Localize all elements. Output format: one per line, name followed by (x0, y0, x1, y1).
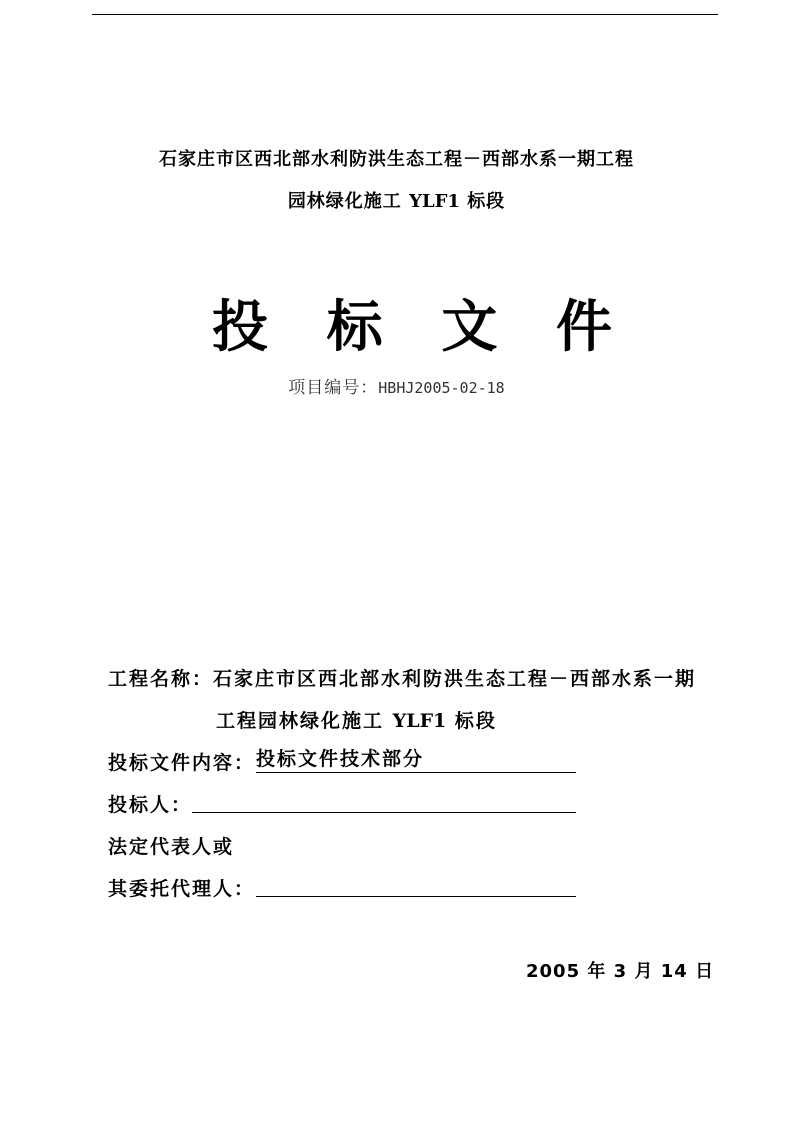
representative-label-line2: 其委托代理人： (108, 878, 256, 900)
project-subtitle-line1 (0, 145, 793, 171)
date-year: 2005 (526, 961, 581, 982)
document-title (212, 288, 612, 358)
content-value-field[interactable] (256, 746, 576, 773)
subtitle-line2-prefix: 园林绿化施工 (287, 191, 402, 212)
project-number (0, 373, 793, 398)
date-day-unit: 日 (695, 961, 715, 982)
date-month: 3 (613, 961, 628, 982)
project-name-field (108, 664, 696, 691)
bidder-field[interactable] (192, 786, 576, 813)
project-number-value: HBHJ2005-02-18 (378, 379, 505, 397)
project-subtitle-line2 (0, 187, 793, 213)
title-char: 标 (326, 294, 383, 360)
date-month-unit: 月 (634, 961, 654, 982)
representative-label-line1: 法定代表人或 (108, 836, 235, 858)
content-value: 投标文件技术部分 (256, 748, 425, 770)
title-char: 件 (555, 294, 612, 360)
project-name-value-line1: 石家庄市区西北部水利防洪生态工程－西部水系一期 (213, 668, 697, 690)
subtitle-line2-code: YLF1 (409, 191, 460, 212)
document-date (526, 957, 714, 983)
content-label: 投标文件内容： (108, 752, 256, 774)
subtitle-line2-suffix: 标段 (467, 191, 506, 212)
project-name-value-line2-code: YLF1 (392, 710, 447, 732)
project-name-value-line2-prefix: 工程园林绿化施工 (216, 710, 385, 732)
date-year-unit: 年 (587, 961, 607, 982)
header-rule (92, 14, 718, 15)
title-char: 文 (441, 294, 498, 360)
project-name-label: 工程名称： (108, 668, 214, 690)
project-number-label: 项目编号： (288, 378, 379, 398)
title-char: 投 (212, 294, 268, 360)
subtitle-line1-text: 石家庄市区西北部水利防洪生态工程－西部水系一期工程 (159, 149, 634, 170)
date-day: 14 (660, 961, 688, 982)
project-name-value-line2-suffix: 标段 (454, 710, 497, 732)
project-name-field-line2 (216, 706, 497, 733)
representative-field[interactable] (256, 870, 576, 897)
bidder-label: 投标人： (108, 794, 193, 816)
